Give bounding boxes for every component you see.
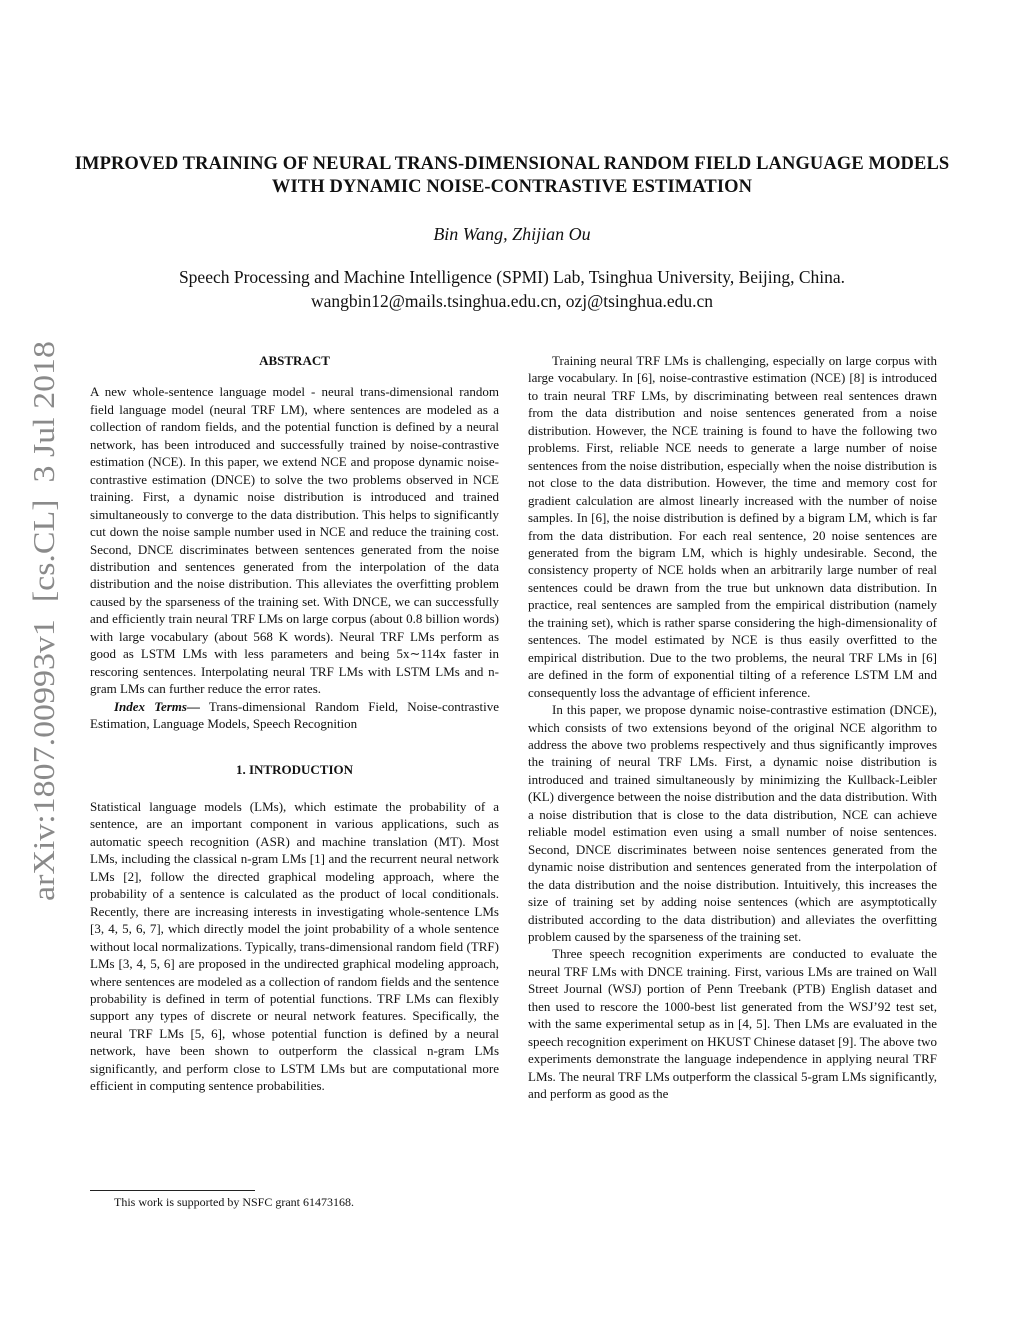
author-list: Bin Wang, Zhijian Ou <box>433 224 591 244</box>
index-terms-label: Index Terms— <box>114 698 200 714</box>
abstract-heading: ABSTRACT <box>259 353 330 368</box>
intro-paragraph-4: Three speech recognition experiments are conducted to evaluate the neural TRF LMs with DNCE training. First, various LMs are trained on Wall Street Journal (WSJ) portion of Penn Treebank (PTB) English dataset and then used to rescore the 1000-best list generated from the WSJ’92 test set, with the same experimental setup as in [4, 5]. Then LMs are evaluated in the speech recognition experiment on HKUST Chinese dataset [9]. The above two experiments demonstrate the language independence in applying neural TRF LMs. The neural TRF LMs outperform the classical 5-gram LMs significantly, and perform as good as the <box>528 946 937 1102</box>
affiliation-block <box>0 265 1024 313</box>
author-emails: wangbin12@mails.tsinghua.edu.cn, ozj@tsinghua.edu.cn <box>310 291 714 311</box>
intro-heading: 1. INTRODUCTION <box>235 761 353 777</box>
paper-title: IMPROVED TRAINING OF NEURAL TRANS-DIMENSIONAL RANDOM FIELD LANGUAGE MODELS WITH DYNAMIC NOISE-CONTRASTIVE ESTIMATION <box>74 154 950 197</box>
intro-paragraph-3: In this paper, we propose dynamic noise-contrastive estimation (DNCE), which consists of two extensions beyond of the original NCE algorithm to address the above two problems respectively and thus significantly improves the training of neural TRF LMs. First, a dynamic noise distribution is introduced and trained simultaneously by minimizing the Kullback-Leibler (KL) divergence between the noise distribution and the data distribution. With a noise distribution that is close to the data distribution, NCE can achieve reliable model estimation even using a small number of noise sentences. Second, DNCE discriminates between noise sentences generated from the dynamic noise distribution and sentences generated from the interpolation of the data distribution and the noise distribution. Intuitively, this increases the size of training set by adding noise sentences (which are asymptotically distributed according to the data distribution) and alleviates the overfitting problem caused by the sparseness of the training set. <box>528 702 937 944</box>
left-column <box>90 352 499 1095</box>
abstract-text: A new whole-sentence language model - neural trans-dimensional random field language model (neural TRF LM), where sentences are modeled as a collection of random fields, and the potential function is defined by a neural network, has been introduced and successfully trained by noise-contrastive estimation (NCE). In this paper, we extend NCE and propose dynamic noise-contrastive estimation (DNCE) to solve the two problems observed in NCE training. First, a dynamic noise distribution is introduced and trained simultaneously to converge to the data distribution. This helps to significantly cut down the noise sample number used in NCE and reduce the training cost. Second, DNCE discriminates between sentences generated from the noise distribution and sentences generated from the interpolation of the data distribution and the noise distribution. This alleviates the overfitting problem caused by the sparseness of the training set. With DNCE, we can successfully and efficiently train neural TRF LMs on large corpus (about 0.8 billion words) with large vocabulary (about 568 K words). Neural TRF LMs perform as good as LSTM LMs with less parameters and being 5x∼114x faster in rescoring sentences. Interpolating neural TRF LMs with LSTM LMs and n-gram LMs can further reduce the error rates. <box>90 384 499 697</box>
arxiv-stamp <box>16 338 66 905</box>
index-terms <box>90 698 499 733</box>
footnote-rule <box>90 1190 255 1191</box>
intro-paragraph-1: Statistical language models (LMs), which estimate the probability of a sentence, are an important component in various applications, such as automatic speech recognition (ASR) and machine translation (MT). Most LMs, including the classical n-gram LMs [1] and the recurrent neural network LMs [2], follow the directed graphical modeling approach, where the probability of a sentence is calculated as the product of local conditionals. Recently, there are increasing interests in investigating whole-sentence LMs [3, 4, 5, 6, 7], which directly model the joint probability of a whole sentence without local normalizations. Typically, trans-dimensional random field (TRF) LMs [3, 4, 5, 6] are proposed in the undirected graphical modeling approach, where sentences are modeled as a collection of random fields and the sentence probability is defined in term of potential functions. TRF LMs can flexibly support any types of discrete or neural network features. Specifically, the neural TRF LMs [5, 6], whose potential function is defined by a neural network, have been shown to outperform the classical n-gram LMs significantly, and perform close to LSTM LMs but are computational more efficient in computing sentence probabilities. <box>90 798 499 1094</box>
arxiv-stamp-text: arXiv:1807.00993v1 [cs.CL] 3 Jul 2018 <box>27 397 61 901</box>
right-column <box>528 352 937 1102</box>
intro-paragraph-2: Training neural TRF LMs is challenging, especially on large corpus with large vocabulary. In [6], noise-contrastive estimation (NCE) [8] is introduced to train neural TRF LMs, by discriminating between real sentences drawn from the data distribution and noise sentences generated from a noise distribution. However, the NCE training is found to have the following two problems. First, reliable NCE needs to generate a large number of noise sentences from the noise distribution, especially when the noise distribution is not close to the data distribution. However, the time and memory cost for gradient calculation are almost linearly increased with the number of noise samples. In [6], the noise distribution is defined by a bigram LM, which is far from the data distribution. For each real sentence, 20 noise sentences are generated from the bigram LM, which is highly undesirable. Second, the consistency property of NCE holds when an arbitrarily large number of real sentences could be drawn from the true but unknown data distribution. In practice, real sentences are sampled from the empirical distribution (namely the training set), which is rather sparse considering the high-dimensionality of sentences. The model estimated by NCE is thus easily overfitted to the empirical distribution. Due to the two problems, the neural TRF LMs in [6] are defined in the form of exponential tilting of a reference LSTM LM and consequently loss the advantage of efficient inference. <box>528 353 937 700</box>
index-terms-text: Trans-dimensional Random Field, Noise-contrastive Estimation, Language Models, Speech Recognition <box>90 698 499 732</box>
affiliation: Speech Processing and Machine Intelligence (SPMI) Lab, Tsinghua University, Beijing, China. <box>178 267 846 287</box>
footnote: This work is supported by NSFC grant 61473168. <box>114 1195 354 1209</box>
